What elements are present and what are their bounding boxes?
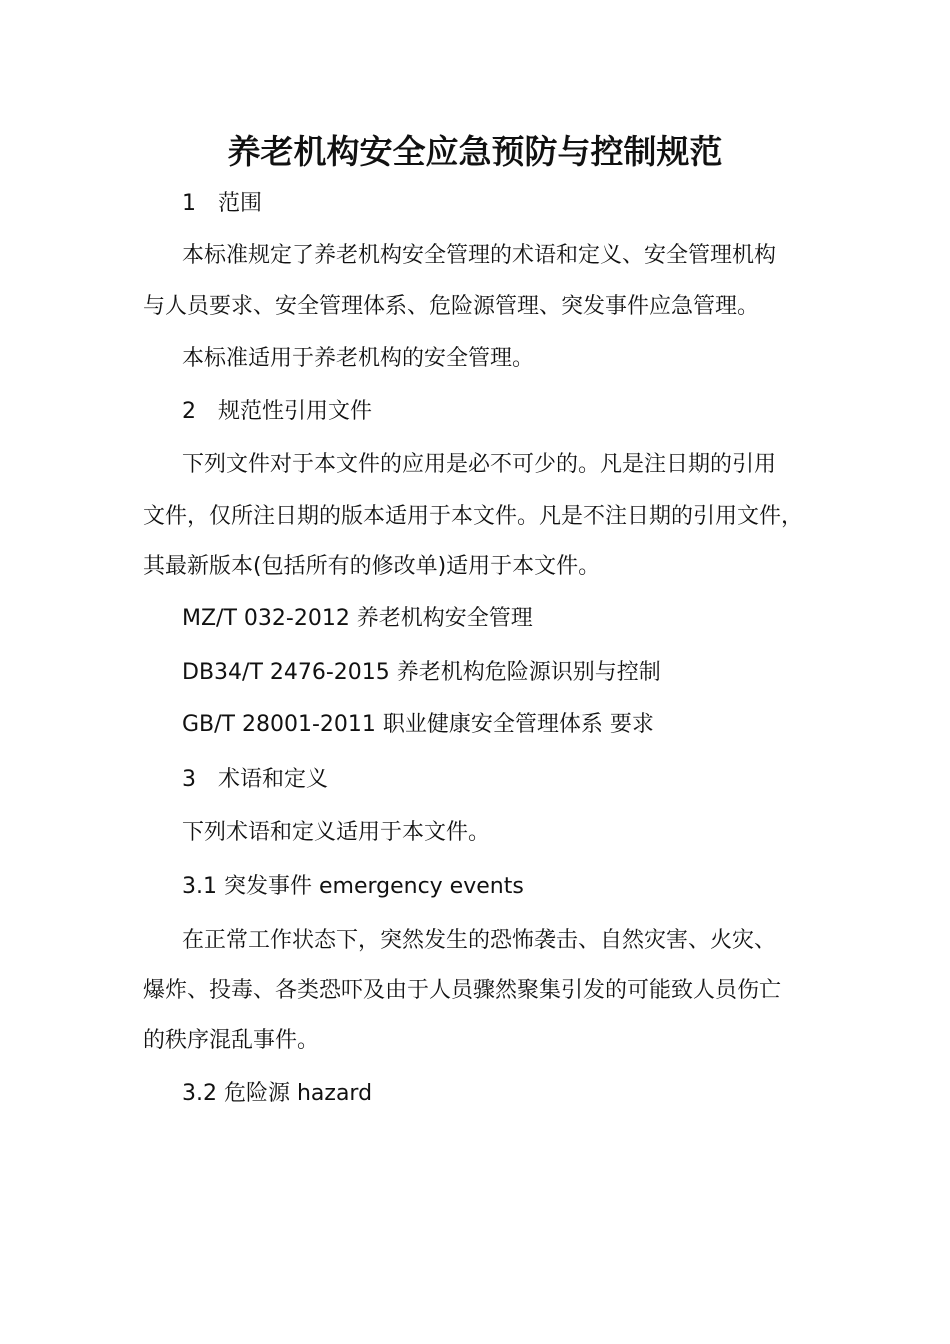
paragraph-line: 与人员要求、安全管理体系、危险源管理、突发事件应急管理。 [143,294,760,319]
reference-item: GB/T 28001-2011 职业健康安全管理体系 要求 [182,712,654,737]
paragraph-line: 下列文件对于本文件的应用是必不可少的。凡是注日期的引用 [182,452,777,477]
paragraph-line: 在正常工作状态下，突然发生的恐怖袭击、自然灾害、火灾、 [182,928,777,953]
paragraph-line: 本标准规定了养老机构安全管理的术语和定义、安全管理机构 [182,243,777,268]
paragraph-line: 爆炸、投毒、各类恐吓及由于人员骤然聚集引发的可能致人员伤亡 [143,978,782,1003]
section-heading-terms: 3 术语和定义 [182,767,328,792]
reference-item: MZ/T 032-2012 养老机构安全管理 [182,606,533,631]
paragraph-line: 的秩序混乱事件。 [143,1028,320,1053]
paragraph-line: 文件，仅所注日期的版本适用于本文件。凡是不注日期的引用文件， [143,504,804,529]
paragraph-line: 其最新版本(包括所有的修改单)适用于本文件。 [143,554,601,579]
term-heading: 3.1 突发事件 emergency events [182,874,524,899]
reference-item: DB34/T 2476-2015 养老机构危险源识别与控制 [182,660,661,685]
paragraph-line: 下列术语和定义适用于本文件。 [182,820,491,845]
section-heading-normative-references: 2 规范性引用文件 [182,399,372,424]
term-heading: 3.2 危险源 hazard [182,1081,373,1106]
document-title: 养老机构安全应急预防与控制规范 [227,132,723,171]
section-heading-scope: 1 范围 [182,191,262,216]
paragraph-line: 本标准适用于养老机构的安全管理。 [182,346,535,371]
